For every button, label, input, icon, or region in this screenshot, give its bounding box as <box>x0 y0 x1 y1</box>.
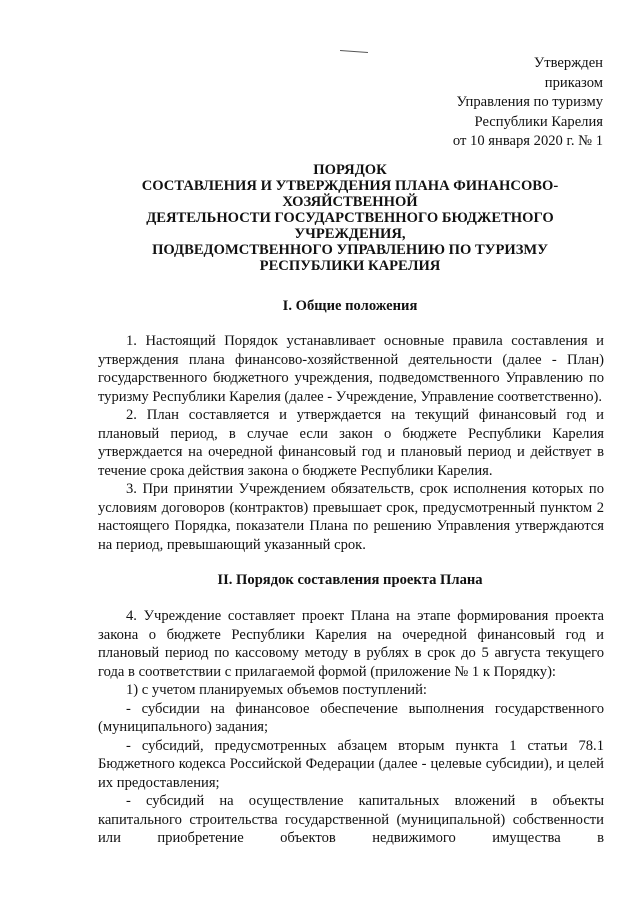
title-line: ХОЗЯЙСТВЕННОЙ <box>282 194 418 210</box>
approval-line: Утвержден <box>533 55 603 71</box>
approval-line: от 10 января 2020 г. № 1 <box>452 133 603 149</box>
paragraph: - субсидии на финансовое обеспечение выполнения государственного (муниципального) задания; <box>98 700 604 735</box>
approval-line: приказом <box>544 74 603 91</box>
title-line: СОСТАВЛЕНИЯ И УТВЕРЖДЕНИЯ ПЛАНА ФИНАНСОВО- <box>141 178 559 194</box>
paragraph: - субсидий на осуществление капитальных вложений в объекты капитального строительства государственной (муниципальной) собственности или приобретение объектов недвижимого имущества в <box>98 793 604 846</box>
title-line: ДЕЯТЕЛЬНОСТИ ГОСУДАРСТВЕННОГО БЮДЖЕТНОГО <box>146 210 554 226</box>
section-body <box>98 607 604 848</box>
approval-stamp <box>453 54 603 152</box>
approval-line: Управления по туризму <box>456 94 603 110</box>
scan-mark <box>340 50 368 53</box>
section-heading: II. Порядок составления проекта Плана <box>217 572 483 588</box>
title-line: ПОРЯДОК <box>313 162 387 178</box>
title-line: РЕСПУБЛИКИ КАРЕЛИЯ <box>259 258 441 274</box>
paragraph: 4. Учреждение составляет проект Плана на этапе формирования проекта закона о бюджете Республики Карелия на очередной финансовый год и плановый период по кассовому методу в рублях в срок до 5 августа текущего года в соответствии с прилагаемой формой (приложение № 1 к Порядку): <box>98 608 604 680</box>
paragraph: 1) с учетом планируемых объемов поступлений: <box>126 682 427 698</box>
section-heading: I. Общие положения <box>282 298 418 314</box>
paragraph: 3. При принятии Учреждением обязательств, срок исполнения которых по условиям договоров (контрактов) превышает срок, предусмотренный пунктом 2 настоящего Порядка, показатели Плана по решению Управления утверждаются на период, превышающий указанный срок. <box>98 481 604 553</box>
paragraph: 1. Настоящий Порядок устанавливает основные правила составления и утверждения плана финансово-хозяйственной деятельности (далее - План) государственного бюджетного учреждения, подведомственного Управлению по туризму Республики Карелия (далее - Учреждение, Управление соответственно). <box>98 333 604 405</box>
section-body <box>98 332 604 554</box>
paragraph: - субсидий, предусмотренных абзацем вторым пункта 1 статьи 78.1 Бюджетного кодекса Российской Федерации (далее - целевые субсидии), и целей их предоставления; <box>98 737 604 791</box>
title-line: УЧРЕЖДЕНИЯ, <box>294 226 406 242</box>
paragraph: 2. План составляется и утверждается на текущий финансовый год и плановый период, в случае если закон о бюджете Республики Карелия утверждается на очередной финансовый год и плановый период и действует в течение срока действия закона о бюджете Республики Карелия. <box>98 407 604 479</box>
title-line: ПОДВЕДОМСТВЕННОГО УПРАВЛЕНИЮ ПО ТУРИЗМУ <box>152 242 548 258</box>
document-title <box>70 162 630 274</box>
approval-line: Республики Карелия <box>474 113 603 130</box>
